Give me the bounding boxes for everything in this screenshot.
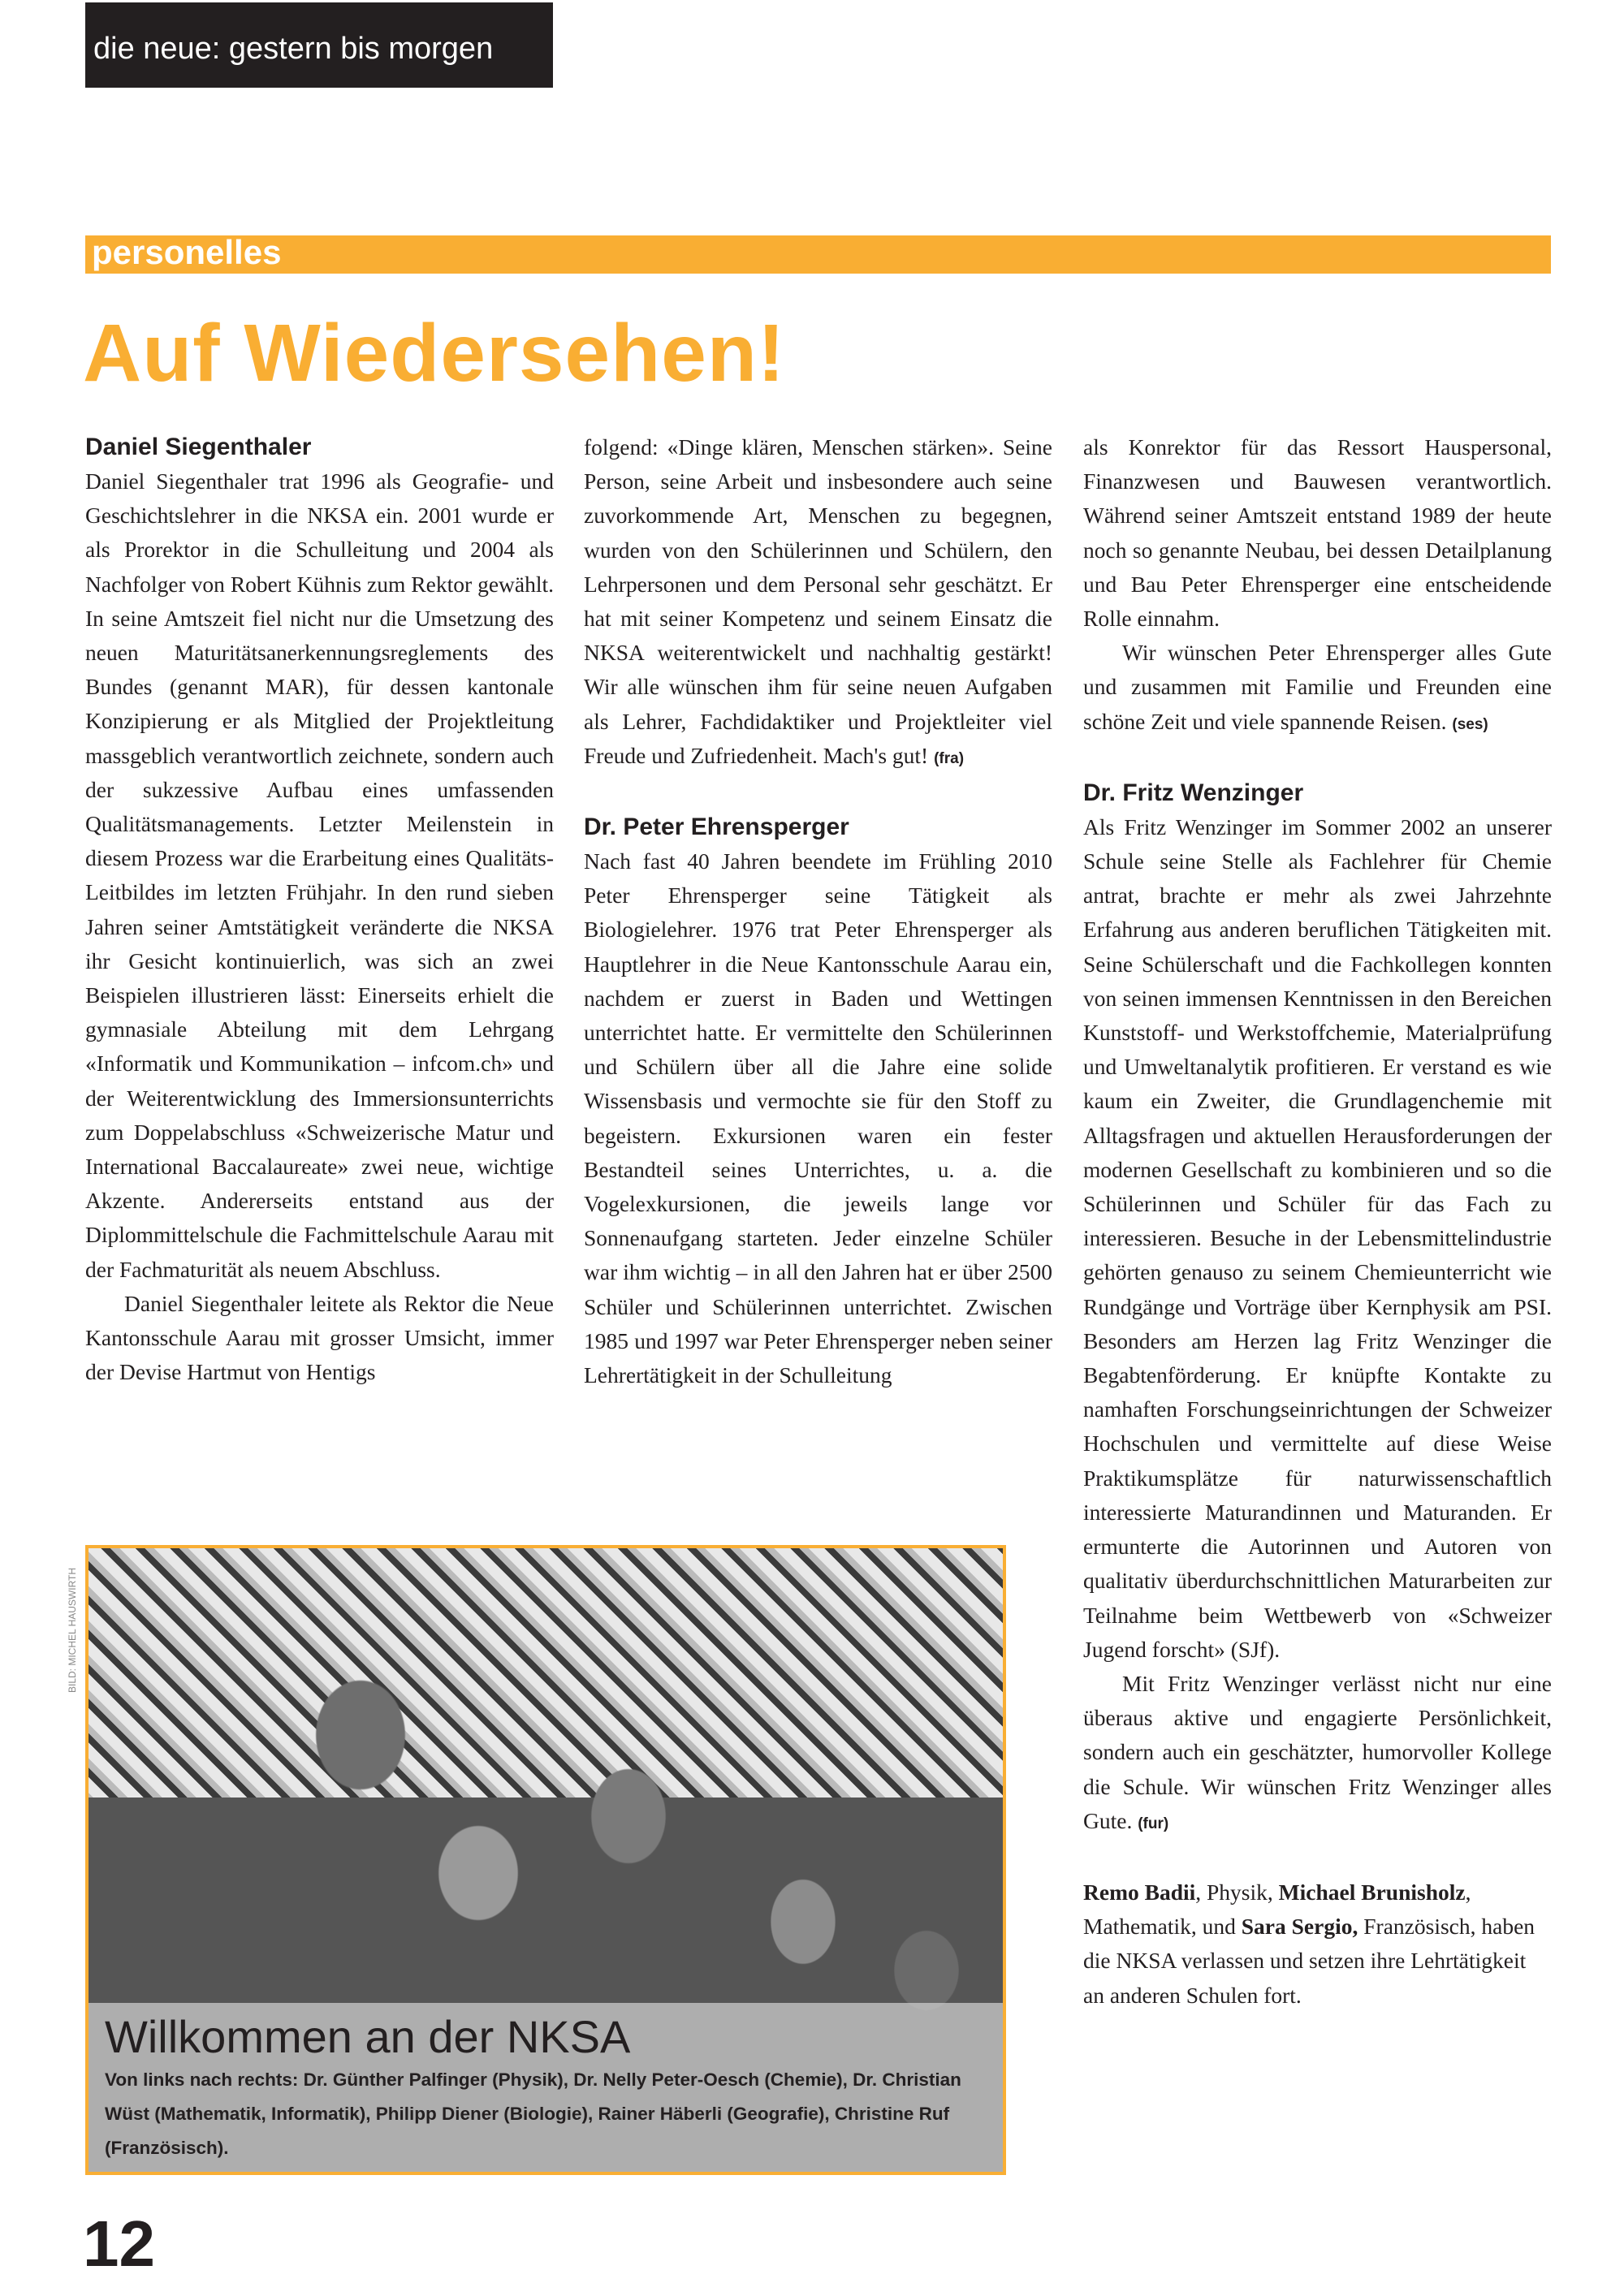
article-heading: Dr. Fritz Wenzinger xyxy=(1083,779,1304,806)
photo-credit: BILD: MICHEL HAUSWIRTH xyxy=(67,1567,78,1693)
paragraph: Nach fast 40 Jahren beendete im Frühling 2010 Peter Ehrensperger seine Tätigkeit als Biologielehrer. 1976 trat Peter Ehrensperger als Hauptlehrer in die Neue Kantonsschule Aarau ein, nachdem er zuerst in Baden und Wettingen unterrichtet hatte. Er vermittelte den Schülerinnen und Schülern über all die Jahre eine solide Wissensbasis und vermochte sie für den Stoff zu begeistern. Exkursionen waren ein fester Bestandteil seines Unterrichtes, u. a. die Vogelexkursionen, die jeweils lange vor Sonnenaufgang starteten. Jeder einzelne Schüler war ihm wichtig – in all den Jahren hat er über 2500 Schüler und Schülerinnen unterrichtet. Zwischen 1985 und 1997 war Peter Ehrensperger neben seiner Lehrertätigkeit in der Schulleitung xyxy=(584,848,1052,1388)
author-signature: (fra) xyxy=(934,749,965,767)
author-signature: (fur) xyxy=(1138,1815,1169,1832)
section-header: die neue: gestern bis morgen xyxy=(85,2,553,88)
paragraph: als Konrektor für das Ressort Hauspersonal, Finanzwesen und Bauwesen verantwortlich. Während seiner Amtszeit entstand 1989 der heute noch so genannte Neubau, bei dessen Detailplanung und Bau Peter Ehrensperger eine entscheidende Rolle einnahm. xyxy=(1083,434,1552,632)
paragraph xyxy=(1083,636,1552,742)
article-heading: Dr. Peter Ehrensperger xyxy=(584,814,849,841)
paragraph xyxy=(1083,1667,1552,1841)
departures-note xyxy=(1083,1875,1552,2013)
person-name: Michael Brunisholz xyxy=(1278,1879,1466,1905)
paragraph-text: Mit Fritz Wenzinger verlässt nicht nur eine überaus aktive und engagierte Persönlichkeit, sondern auch ein geschätzter, humorvoller Kollege die Schule. Wir wünschen Fritz Wenzinger alles Gute. xyxy=(1083,1670,1552,1833)
page-title: Auf Wiedersehen! xyxy=(83,308,786,399)
author-signature: (ses) xyxy=(1452,715,1488,733)
person-name: Remo Badii xyxy=(1083,1879,1196,1905)
paragraph xyxy=(584,430,1052,776)
photo-title: Willkommen an der NKSA xyxy=(105,2011,631,2062)
paragraph: Daniel Siegenthaler leitete als Rektor die Neue Kantonsschule Aarau mit grosser Umsicht, immer der Devise Hartmut von Hentigs xyxy=(85,1290,554,1385)
paragraph: Als Fritz Wenzinger im Sommer 2002 an unserer Schule seine Stelle als Fachlehrer für Chemie antrat, brachte er mehr als zwei Jahrzehnte Erfahrung aus anderen beruflichen Tätigkeiten mit. Seine Schülerschaft und die Fachkollegen konnten von seinen immensen Kenntnissen in den Bereichen Kunststoff- und Werkstoffchemie, Materialprüfung und Umweltanalytik profitieren. Er verstand es wie kaum ein Zweiter, die Grundlagenchemie mit Alltagsfragen und aktuellen Herausforderungen der modernen Gesellschaft zu kombinieren und so die Schülerinnen und Schüler für das Fach zu interessieren. Besuche in der Lebensmittelindustrie gehörten genauso zu seinem Chemieunterricht wie Rundgänge und Vorträge über Kernphysik am PSI. Besonders am Herzen lag Fritz Wenzinger die Begabtenförderung. Er knüpfte Kontakte zu namhaften Forschungseinrichtungen der Schweizer Hochschulen und vermittelte auf diese Weise Praktikumsplätze für naturwissenschaftlich interessierte Maturandinnen und Maturanden. Er ermunterte die Autorinnen und Autoren von qualitativ überdurchschnittlichen Maturarbeiten zur Teilnahme beim Wettbewerb von «Schweizer Jugend forscht» (SJf). xyxy=(1083,814,1552,1662)
note-text: , Physik, xyxy=(1195,1879,1279,1905)
page-number: 12 xyxy=(83,2208,155,2280)
photo-caption: Von links nach rechts: Dr. Günther Palfinger (Physik), Dr. Nelly Peter-Oesch (Chemie), Dr. Christian Wüst (Mathematik, Informatik), Philipp Diener (Biologie), Rainer Häberli (Geografie), Christine Ruf (Französisch). xyxy=(105,2069,961,2158)
photo-caption-overlay xyxy=(89,2003,1003,2172)
column-3 xyxy=(1083,430,1552,2013)
paragraph: Daniel Siegenthaler trat 1996 als Geografie- und Geschichtslehrer in die NKSA ein. 2001 wurde er als Prorektor in die Schulleitung und 2004 als Nachfolger von Robert Kühnis zum Rektor gewählt. In seine Amtszeit fiel nicht nur die Umsetzung des neuen Maturitätsanerkennungsreglements des Bundes (genannt MAR), für dessen kantonale Konzipierung er als Mitglied der Projektleitung massgeblich verantwortlich zeichnete, sondern auch der sukzessive Aufbau eines umfassenden Qualitätsmanagements. Letzter Meilenstein in diesem Prozess war die Erarbeitung eines Qualitäts-Leitbildes im letzten Frühjahr. In den rund sieben Jahren seiner Amtstätigkeit veränderte die NKSA ihr Gesicht kontinuierlich, was sich an zwei Beispielen illustrieren lässt: Einerseits erhielt die gymnasiale Abteilung mit dem Lehrgang «Informatik und Kommunikation – infcom.ch» und der Weiterentwicklung des Immersionsunterrichts zum Doppelabschluss «Schweizerische Matur und International Baccalaureate» zwei neue, wichtige Akzente. Andererseits entstand aus der Diplommittelschule die Fachmittelschule Aarau mit der Fachmaturität als neuem Abschluss. xyxy=(85,468,554,1282)
paragraph-text: folgend: «Dinge klären, Menschen stärken». Seine Person, seine Arbeit und insbesondere auch seine zuvorkommende Art, Menschen zu begegnen, wurden von den Schülerinnen und Schülern, den Lehrpersonen und dem Personal sehr geschätzt. Er hat mit seiner Kompetenz und seinem Einsatz die NKSA weiterentwickelt und nachhaltig gestärkt! Wir alle wünschen ihm für seine neuen Aufgaben als Lehrer, Fachdidaktiker und Projektleiter viel Freude und Zufriedenheit. Mach's gut! xyxy=(584,434,1052,768)
article-heading: Daniel Siegenthaler xyxy=(85,434,312,460)
category-bar: personelles xyxy=(85,235,1551,274)
column-2 xyxy=(584,430,1052,1392)
paragraph-text: Wir wünschen Peter Ehrensperger alles Gute und zusammen mit Familie und Freunden eine schöne Zeit und viele spannende Reisen. xyxy=(1083,640,1552,734)
note-text: , Mathematik, und xyxy=(1083,1879,1471,1940)
group-photo xyxy=(85,1545,1006,2175)
note-text: Französisch, haben die NKSA verlassen und setzen ihre Lehrtätigkeit an anderen Schulen fort. xyxy=(1083,1914,1535,2008)
person-name: Sara Sergio, xyxy=(1241,1914,1358,1940)
column-1 xyxy=(85,430,554,1389)
